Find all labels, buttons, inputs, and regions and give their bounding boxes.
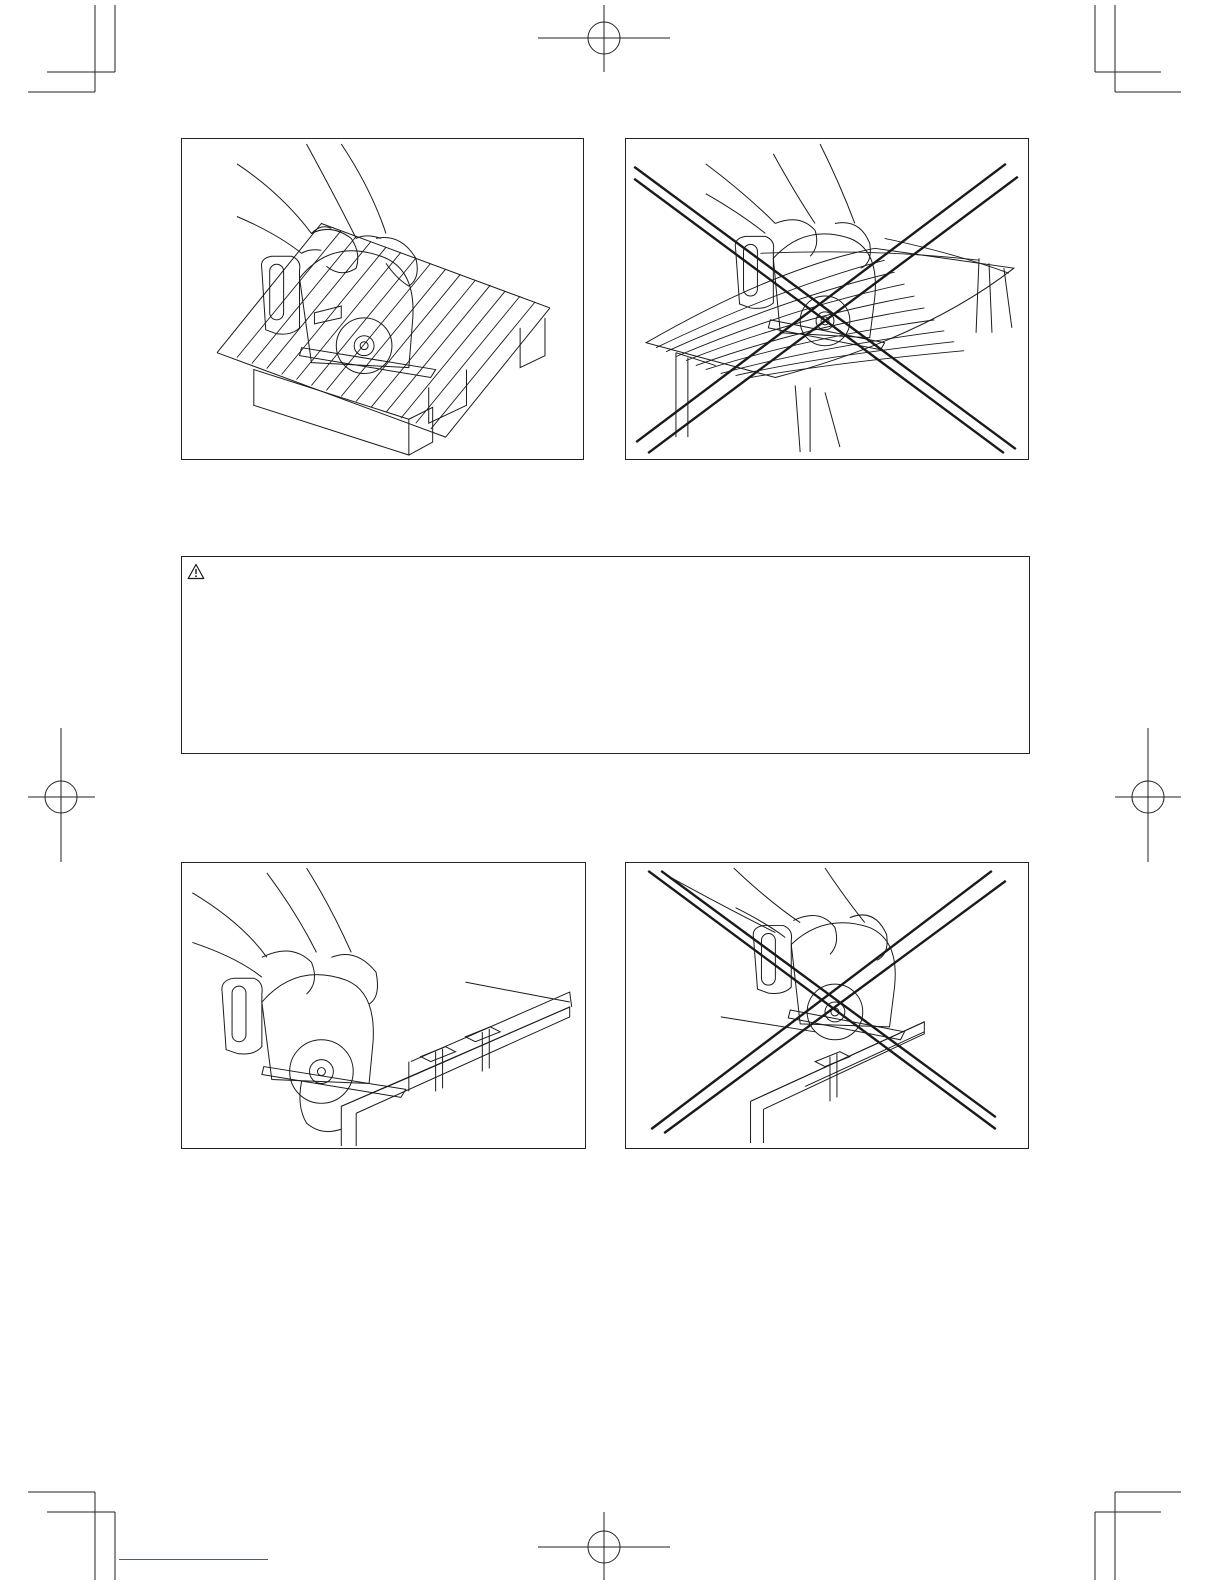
figure-channel-unsupported: [625, 862, 1029, 1149]
footer-rule: [119, 1559, 268, 1560]
figure-channel-supported: [181, 862, 586, 1149]
saw-illustration: [182, 139, 583, 459]
warning-box: [181, 556, 1030, 754]
figure-corrugated-sagging: [625, 138, 1029, 460]
warning-triangle-icon: [187, 563, 205, 580]
saw-illustration: [182, 863, 585, 1148]
saw-illustration: [626, 863, 1028, 1148]
figure-corrugated-supported: [181, 138, 584, 460]
saw-illustration: [626, 139, 1028, 459]
